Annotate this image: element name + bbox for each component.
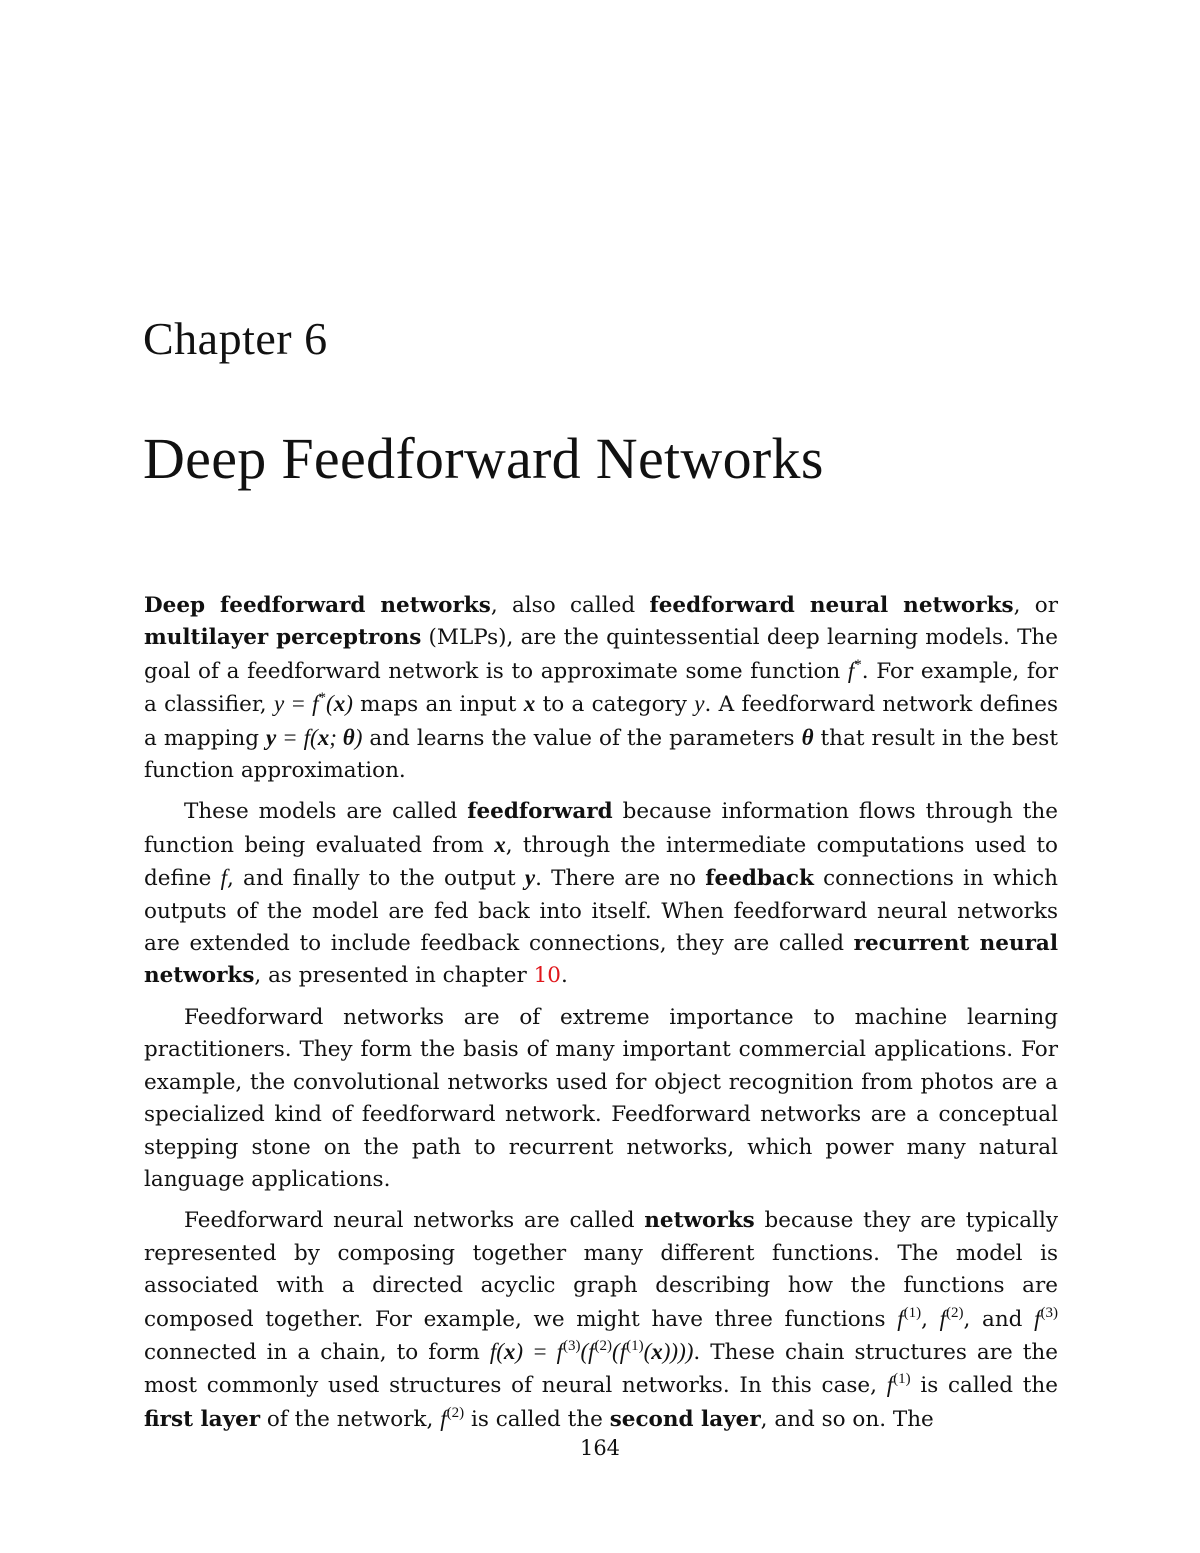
term-recurrent-neural-networks: recurrent neural networks [144,931,1058,989]
page-number: 164 [579,1436,621,1460]
term-deep-feedforward-networks: Deep feedforward networks [144,593,491,618]
chapter-reference-link[interactable]: 10 [533,963,561,989]
paragraph-3: Feedforward networks are of extreme importance to machine learning practitioners. They form the basis of many important commercial applications. For example, the convolutional networks used for object recognition from photos are a specialized kind of feedforward network. Feedforward networks are a conceptual stepping stone on the path to recurrent networks, which power many natural language applications. [144,1004,1058,1192]
math-classifier-eq: y = f*(x) [273,690,353,717]
math-x: x [494,831,506,857]
math-f2: $f^{(2)}$ [939,1304,964,1331]
math-theta: θ [801,724,814,750]
math-f2: $f^{(2)}$ [440,1404,465,1431]
math-f1: $f^{(1)}$ [897,1304,922,1331]
math-f1: $f^{(1)}$ [886,1371,911,1398]
math-f3: $f^{(3)}$ [1034,1304,1058,1331]
paragraph-4: Feedforward neural networks are called networks because they are typically represented by composing together many different functions. The model is associated with a directed acyclic graph describing how the functions are composed together. For example, we might have three functions $f^{(1)}$, $f^{(2)}$, and $f^{(3)}$ connected in a chain, to form $f(x) = f^{(3)}(f^{(2)}(f^{(1)}(x)))$). These chain structures are the most commonly used structures of neural networks. In this case, $f^{(1)}$ is called the first layer of the network, $f^{(2)}$ is called the second layer, and so on. The [144,1208,1058,1432]
math-x: x [523,691,536,717]
chapter-title: Deep Feedforward Networks [143,426,824,491]
math-f: f [220,865,227,891]
math-y: y [694,691,705,717]
paragraph-2: These models are called feedforward because information flows through the function being evaluated from x, through the intermediate computations used to define f, and finally to the output y. There are no feedback connections in which outputs of the model are fed back into itself. When feedforward neural networks are extended to include feedback connections, they are called recurrent neural networks, as presented in chapter 10. [144,799,1059,989]
term-feedforward-neural-networks: feedforward neural networks [649,593,1014,618]
paragraph-1: Deep feedforward networks, also called feedforward neural networks, or multilayer perceptrons (MLPs), are the quintessential deep learning models. The goal of a feedforward network is to approximate some function f*. For example, for a classifier, y = f*(x) maps an input x to a category y. A feedforward network defines a mapping y = f(x; θ) and learns the value of the parameters θ that result in the best function approximation. [144,593,1059,784]
math-mapping-eq: y = f(x; θ) [266,724,363,750]
term-multilayer-perceptrons: multilayer perceptrons [144,625,422,651]
term-second-layer: second layer [609,1406,761,1432]
math-chain-eq: $f(x) = f^{(3)}(f^{(2)}(f^{(1)}(x)))$) [489,1337,694,1364]
term-networks: networks [644,1208,755,1234]
term-feedback: feedback [705,866,814,892]
chapter-label: Chapter 6 [143,313,328,364]
body-text [144,590,1058,1445]
math-y: y [524,865,536,891]
math-f-star: f* [847,656,862,683]
term-feedforward: feedforward [467,799,613,825]
term-first-layer: first layer [144,1406,261,1432]
